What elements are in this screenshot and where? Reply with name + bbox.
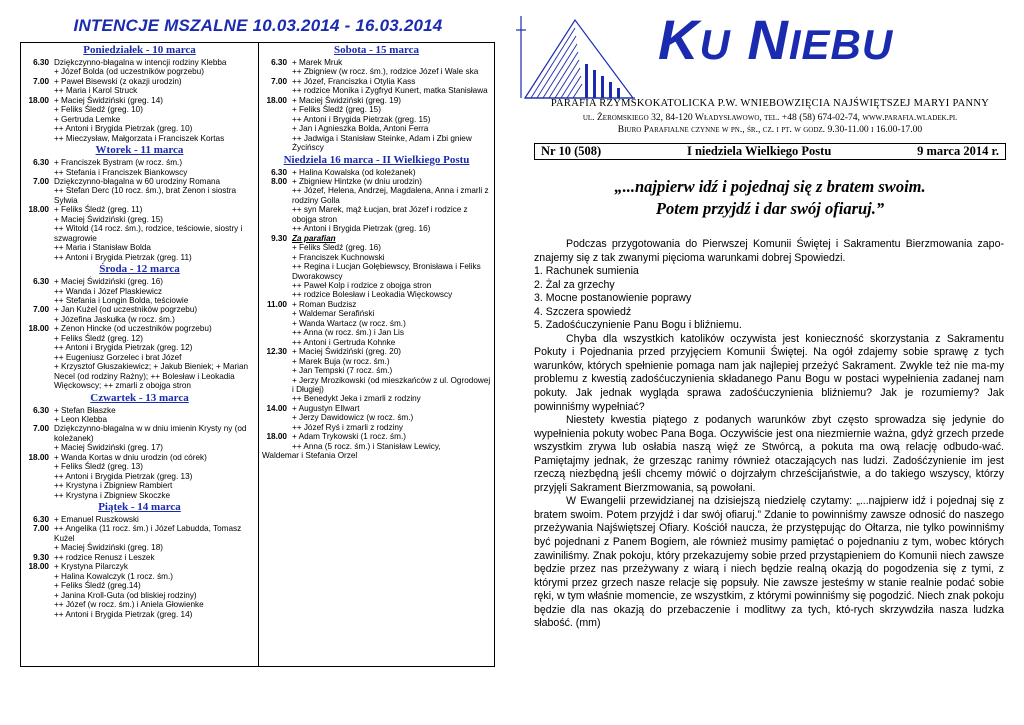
mass-time: 6.30 [271, 58, 287, 67]
intention-text: ++ Zbigniew (w rocz. śm.), rodzice Józef i Wale ska [292, 67, 479, 77]
mass-intention-entry [262, 442, 491, 451]
mass-intention-entry [24, 105, 255, 114]
mass-intention-entry [262, 115, 491, 124]
intention-text: ++ Stefan Derc (10 rocz. śm.), brat Zenon i siostra Sylwia [54, 186, 237, 205]
mass-time [262, 338, 292, 347]
mass-time: 18.00 [266, 432, 287, 442]
mass-time: 18.00 [28, 452, 49, 462]
mass-time: 7.00 [33, 176, 49, 186]
mass-intention-entry [24, 424, 255, 443]
day-heading: Niedziela 16 marca - II Wielkiego Postu [283, 153, 470, 166]
article-paragraph: W Ewangelii przewidzianej na dzisiejszą niedzielę czytamy: „...najpierw idź i pojednaj się z bratem swoim. Potem przyjdź i dar swój ofiaruj.” Zdanie to powinniśmy zawsze odnosić do naszego przeżywania Najświętszej Ofiary. Kościół naucza, że przystępując do Ołtarza, nie tylko powinniśmy być pojednani z Panem Bogiem, ale również musimy pamiętać o pojednaniu z tym, wobec których zawiniliśmy. Znak pokoju, który przekazujemy sobie przed przystąpieniem do Komunii niech zawsze będzie przez nas przeżywany z wiarą i niech będzie realną okazją do pogodzenia się z tymi, z którymi przez grzech nasze relacje się popsuły. Nie zawsze jesteśmy w stanie realnie podać sobie ręki, w tym właśnie momencie, ze wszystkim, z którymi powinniśmy się pogodzić. Niech znak pokoju będzie dla nas okazją do przebaczenie i modlitwy za tych, któ-rych skrzywdziła nasza ludzka słabość. (mm) [534, 495, 1004, 630]
mass-time [24, 105, 54, 114]
mass-intention-entry [24, 600, 255, 609]
mass-time: 6.30 [33, 58, 49, 67]
intention-text: Za parafian [292, 233, 336, 243]
intention-text: ++ Józef, Helena, Andrzej, Magdalena, Anna i zmarli z rodziny Golla [292, 186, 489, 205]
mass-time [262, 115, 292, 124]
intention-text: + Feliks Śledź (greg. 13) [54, 462, 143, 472]
mass-intention-entry [262, 432, 491, 441]
intention-text: + Emanuel Ruszkowski [54, 515, 139, 525]
mass-intention-entry [24, 158, 255, 167]
intention-text: + Jan Tempski (7 rocz. śm.) [292, 366, 393, 376]
mass-time: 7.00 [33, 424, 49, 434]
mass-time: 8.00 [271, 176, 287, 186]
mass-intention-entry [24, 124, 255, 133]
intentions-right-column [259, 43, 494, 666]
mass-intention-entry [262, 224, 491, 233]
intention-text: + Halina Kowalska (od koleżanek) [292, 167, 416, 177]
intention-text: + Maciej Świdziński (greg. 18) [54, 543, 163, 553]
mass-intention-entry [24, 353, 255, 362]
mass-intention-entry [24, 581, 255, 590]
intention-text: + Zenon Hincke (od uczestników pogrzebu) [54, 324, 212, 334]
intention-text: ++ Antoni i Brygida Pietrzak (greg. 16) [292, 224, 431, 234]
mass-time [24, 168, 54, 177]
mass-time [262, 86, 292, 95]
parish-office-hours: Biuro Parafialne czynne w pn., śr., cz. i pt. w godz. 9.30-11.00 i 16.00-17.00 [617, 124, 923, 135]
mass-intention-entry [24, 243, 255, 252]
mass-intention-entry [24, 305, 255, 314]
intention-text: + Feliks Śledź (greg. 10) [54, 105, 143, 115]
intention-text: + Jan Kużel (od uczestników pogrzebu) [54, 305, 198, 315]
mass-intention-entry [262, 451, 491, 460]
intention-text: + Maciej Świdziński (greg. 17) [54, 443, 163, 453]
mass-time [24, 581, 54, 590]
intention-text: ++ Józef, Franciszka i Otylia Kass [292, 76, 416, 86]
article-body [534, 238, 1004, 631]
church-logo-icon [515, 14, 643, 100]
intention-text: + Jerzy Dawidowicz (w rocz. śm.) [292, 413, 414, 423]
mass-time [24, 67, 54, 76]
mass-time [262, 366, 292, 375]
mass-intention-entry [24, 334, 255, 343]
mass-time: 11.00 [266, 299, 287, 309]
mass-intention-entry [262, 177, 491, 186]
mass-time [24, 481, 54, 490]
mass-time: 6.30 [33, 277, 49, 287]
intention-text: + Marek Buja (w rocz. śm.) [292, 356, 390, 366]
intention-text: + Paweł Bisewski (z okazji urodzin) [54, 76, 182, 86]
mass-intention-entry [24, 362, 255, 390]
intention-text: + Gertruda Lemke [54, 114, 121, 124]
mass-intention-entry [262, 234, 491, 243]
mass-intention-entry [24, 415, 255, 424]
gospel-quote: „...najpierw idź i pojednaj się z bratem swoim. Potem przyjdź i dar swój ofiaruj.” [614, 177, 926, 218]
mass-intention-entry [24, 86, 255, 95]
mass-time [24, 591, 54, 600]
mass-intention-entry [24, 343, 255, 352]
mass-time [262, 134, 292, 153]
intention-text: ++ Antoni i Gertruda Kohnke [292, 337, 396, 347]
mass-intention-entry [262, 253, 491, 262]
mass-time: 7.00 [271, 76, 287, 86]
intention-text: + Franciszek Kuchnowski [292, 252, 385, 262]
mass-time: 14.00 [266, 403, 287, 413]
mass-intention-entry [24, 115, 255, 124]
mass-time: 18.00 [28, 205, 49, 215]
intention-text: Waldemar i Stefania Orzel [262, 451, 358, 461]
mass-intention-entry [262, 376, 491, 395]
mass-intention-entry [24, 562, 255, 571]
intention-text: Dziękczynno-błagalna w 60 urodziny Romana [54, 176, 221, 186]
mass-intention-entry [24, 472, 255, 481]
mass-time [262, 442, 292, 451]
mass-intention-entry [24, 462, 255, 471]
mass-time [24, 215, 54, 224]
intention-text: ++ Regina i Lucjan Gołębiewscy, Bronisława i Feliks Dworakowscy [292, 262, 481, 281]
intention-text: ++ Józef Ryś i zmarli z rodziny [292, 422, 404, 432]
mass-intention-entry [24, 58, 255, 67]
newsletter-brand: KU NIEBU [658, 8, 894, 71]
intention-text: ++ Stefania i Franciszek Biankowscy [54, 167, 188, 177]
intention-text: + Janina Kroll-Guta (od bliskiej rodziny) [54, 590, 197, 600]
mass-intention-entry [262, 262, 491, 281]
mass-time [262, 413, 292, 422]
mass-time: 18.00 [28, 95, 49, 105]
mass-time: 6.30 [33, 405, 49, 415]
mass-time [262, 186, 292, 205]
intention-text: + Maciej Świdziński (greg. 20) [292, 347, 401, 357]
mass-intention-entry [24, 253, 255, 262]
intention-text: + Krzysztof Głuszakiewicz; + Jakub Bieniek; + Marian Necel (od rodziny Rażny); ++ Bolesław i Leokadia Więckowscy; ++ zmarli z obojga stron [54, 362, 249, 391]
list-item: 3. Mocne postanowienie poprawy [534, 292, 692, 305]
intention-text: + Maciej Świdziński (greg. 19) [292, 95, 401, 105]
intention-text: ++ Stefania i Longin Bolda, teściowie [54, 295, 189, 305]
mass-intention-entry [24, 177, 255, 186]
intention-text: ++ Paweł Kolp i rodzice z obojga stron [292, 280, 432, 290]
mass-time [24, 443, 54, 452]
mass-intention-entry [24, 491, 255, 500]
mass-intention-entry [24, 610, 255, 619]
mass-time [262, 224, 292, 233]
intention-text: + Roman Budzisz [292, 299, 357, 309]
intention-text: + Feliks Śledź (greg. 15) [292, 105, 381, 115]
mass-time: 18.00 [266, 95, 287, 105]
intention-text: ++ Antoni i Brygida Pietrzak (greg. 14) [54, 609, 193, 619]
intention-text: ++ Antoni i Brygida Pietrzak (greg. 13) [54, 471, 193, 481]
intention-text: ++ Jadwiga i Stanisław Steinke, Adam i Zbi gniew Życińscy [292, 133, 472, 153]
mass-intention-entry [24, 481, 255, 490]
mass-time: 12.30 [266, 347, 287, 357]
intention-text: + Maciej Świdziński (greg. 16) [54, 277, 163, 287]
intention-text: + Maciej Świdziński (greg. 14) [54, 95, 163, 105]
article-paragraph: Chyba dla wszystkich katolików oczywista jest konieczność skorzystania z Sakramentu Pokuty i Pojednania przed przyjęciem Komunii Świętej. Na ogół zdajemy sobie sprawę z tych warunków, których spełnienie pomaga nam jak najlepiej przeżyć Sakrament. Zwykle też nie ma-my problemu z kwestią zadośćuczynienia składanego Panu Bogu w postaci wypełnienia zadanej nam pokuty. Jak jednak wygląda sprawa zadośćuczynienia bliźniemu? Jak je rozumiemy? Jak powinniśmy wypełniać? [534, 332, 1004, 413]
mass-time [24, 343, 54, 352]
mass-time [262, 290, 292, 299]
mass-time: 6.30 [271, 167, 287, 177]
intention-text: ++ Angelika (11 rocz. śm.) i Józef Labudda, Tomasz Kużel [54, 524, 242, 543]
mass-time [262, 281, 292, 290]
intention-text: + Jerzy Mrozikowski (od mieszkańców z ul. Ogrodowej i Długiej) [292, 375, 491, 394]
mass-time [24, 415, 54, 424]
mass-time [262, 319, 292, 328]
mass-time [24, 610, 54, 619]
issue-number: Nr 10 (508) [541, 144, 602, 158]
article-intro: Podczas przygotowania do Pierwszej Komunii Świętej i Sakramentu Bierzmowania zapo-znajemy się z tak zwanymi pięcioma warunkami dobrej Spowiedzi. [534, 238, 1004, 264]
mass-intention-entry [262, 423, 491, 432]
mass-intention-entry [262, 413, 491, 422]
mass-intention-entry [262, 309, 491, 318]
list-item: 1. Rachunek sumienia [534, 265, 639, 278]
mass-intention-entry [24, 543, 255, 552]
mass-intention-entry [262, 404, 491, 413]
mass-intention-entry [24, 224, 255, 243]
mass-time [262, 262, 292, 281]
mass-time [24, 186, 54, 205]
intention-text: + Zbigniew Hintzke (w dniu urodzin) [292, 176, 422, 186]
article-paragraph: Niestety kwestia piątego z podanych warunków zbyt często sprowadza się jedynie do wypełnienia pokuty wobec Pana Boga. Oczywiście jest ona niezmiernie ważna, gdyż grzech przede wszystkim zrywa lub osłabia naszą więź ze Stwórcą, a pokuta ma ową relację odbudo-wać. Pamiętajmy jednak, że grzesząc ranimy również otaczających nas ludzi. Zadośćzynienie im jest rzeczą niezbędną jeśli chcemy mówić o dojrzałym chrześcijaństwie, a do takiego wszyscy, którzy przyjęli Sakrament Bierzmowania, są powołani. [534, 414, 1004, 494]
mass-time: 7.00 [33, 305, 49, 315]
mass-time [24, 243, 54, 252]
mass-time [24, 353, 54, 362]
intention-text: + Marek Mruk [292, 58, 343, 67]
intention-text: ++ Antoni i Brygida Pietrzak (greg. 10) [54, 124, 193, 134]
day-heading: Wtorek - 11 marca [95, 144, 184, 157]
mass-intention-entry [262, 394, 491, 403]
mass-time: 9.30 [33, 552, 49, 562]
mass-time: 18.00 [28, 324, 49, 334]
intention-text: ++ Krystyna i Zbigniew Rambiert [54, 481, 173, 491]
list-item: 2. Żal za grzechy [534, 278, 615, 291]
mass-time [24, 600, 54, 609]
mass-time [262, 309, 292, 318]
intention-text: ++ Antoni i Brygida Pietrzak (greg. 15) [292, 114, 431, 124]
mass-time [24, 134, 54, 143]
mass-time [24, 572, 54, 581]
parish-name: PARAFIA RZYMSKOKATOLICKA P.W. WNIEBOWZIĘCIA NAJŚWIĘTSZEJ MARYI PANNY [550, 98, 990, 109]
day-heading: Poniedziałek - 10 marca [83, 44, 196, 56]
mass-intention-entry [262, 86, 491, 95]
intention-text: + Feliks Śledź (greg. 12) [54, 333, 143, 343]
intention-text: ++ Maria i Karol Struck [54, 86, 138, 96]
intention-text: ++ Antoni i Brygida Pietrzak (greg. 11) [54, 252, 192, 262]
mass-time: 6.30 [33, 158, 49, 168]
mass-intention-entry [24, 96, 255, 105]
conditions-list [534, 265, 1004, 333]
intention-text: + Franciszek Bystram (w rocz. śm.) [54, 158, 183, 168]
intention-text: + Krystyna Pilarczyk [54, 562, 128, 572]
mass-time [262, 67, 292, 76]
mass-time [24, 115, 54, 124]
mass-intention-entry [24, 287, 255, 296]
day-heading: Czwartek - 13 marca [90, 391, 189, 404]
mass-intention-entry [24, 67, 255, 76]
mass-intention-entry [262, 168, 491, 177]
intention-text: ++ Krystyna i Zbigniew Skoczke [54, 490, 171, 500]
mass-intention-entry [262, 366, 491, 375]
intention-text: ++ Antoni i Brygida Pietrzak (greg. 12) [54, 343, 193, 353]
mass-time [262, 253, 292, 262]
mass-intention-entry [262, 281, 491, 290]
mass-intention-entry [262, 328, 491, 337]
mass-time [262, 394, 292, 403]
intention-text: ++ rodzice Renusz i Leszek [54, 552, 155, 562]
mass-intention-entry [262, 290, 491, 299]
mass-time [262, 124, 292, 133]
intention-text: ++ Maria i Stanisław Bolda [54, 243, 151, 253]
intention-text: + Feliks Śledź (greg.14) [54, 581, 141, 591]
intention-text: ++ Anna (5 rocz. śm.) i Stanisław Lewicy, [292, 441, 441, 451]
mass-time [24, 224, 54, 243]
mass-intention-entry [24, 186, 255, 205]
mass-intention-entry [24, 215, 255, 224]
mass-time [262, 328, 292, 337]
mass-intention-entry [24, 324, 255, 333]
intention-text: ++ Józef (w rocz. śm.) i Aniela Głowienke [54, 600, 204, 610]
mass-time [262, 243, 292, 252]
intention-text: ++ Wanda i Józef Plaskiewicz [54, 286, 163, 296]
intention-text: + Stefan Błaszke [54, 405, 116, 415]
mass-time: 7.00 [33, 76, 49, 86]
mass-intention-entry [24, 205, 255, 214]
mass-time: 9.30 [271, 233, 287, 243]
mass-intention-entry [262, 186, 491, 205]
mass-time [24, 362, 54, 390]
intention-text: + Józefina Jaskułka (w rocz. śm.) [54, 314, 175, 324]
mass-time [24, 543, 54, 552]
mass-intention-entry [24, 443, 255, 452]
day-heading: Sobota - 15 marca [333, 44, 420, 56]
mass-time [262, 205, 292, 224]
issue-bar [534, 143, 1006, 160]
mass-intention-entry [24, 572, 255, 581]
mass-intention-entry [24, 406, 255, 415]
issue-sunday: I niedziela Wielkiego Postu [686, 144, 832, 158]
mass-intention-entry [262, 105, 491, 114]
mass-intentions-box [20, 42, 495, 667]
mass-time [24, 124, 54, 133]
intention-text: ++ syn Marek, mąż Łucjan, brat Józef i rodzice z obojga stron [292, 205, 468, 224]
mass-intention-entry [24, 591, 255, 600]
mass-time [24, 462, 54, 471]
list-item: 4. Szczera spowiedź [534, 305, 632, 318]
intention-text: ++ Benedykt Jeka i zmarli z rodziny [292, 394, 421, 404]
mass-time [262, 423, 292, 432]
mass-intention-entry [24, 168, 255, 177]
mass-intention-entry [262, 347, 491, 356]
mass-time: 7.00 [33, 524, 49, 534]
list-item: 5. Zadośćuczynienie Panu Bogu i bliźniemu. [534, 319, 742, 332]
mass-intention-entry [262, 77, 491, 86]
mass-time [24, 253, 54, 262]
mass-intention-entry [262, 67, 491, 76]
mass-intention-entry [24, 77, 255, 86]
mass-intention-entry [262, 319, 491, 328]
mass-intention-entry [262, 300, 491, 309]
intention-text: + Feliks Śledź (greg. 11) [54, 205, 143, 215]
intention-text: Dziękczynno-błagalna w intencji rodziny Klebba [54, 58, 227, 67]
mass-intention-entry [24, 553, 255, 562]
mass-intentions-title: INTENCJE MSZALNE 10.03.2014 - 16.03.2014 [73, 16, 443, 35]
mass-intention-entry [24, 524, 255, 543]
mass-intention-entry [262, 58, 491, 67]
mass-intention-entry [24, 134, 255, 143]
intention-text: + Adam Trykowski (1 rocz. śm.) [292, 432, 406, 442]
mass-time [262, 376, 292, 395]
intention-text: ++ Mieczysław, Małgorzata i Franciszek Kortas [54, 133, 225, 143]
mass-time: 6.30 [33, 515, 49, 525]
mass-time [24, 315, 54, 324]
mass-time: 18.00 [28, 562, 49, 572]
intention-text: + Wanda Wartacz (w rocz. śm.) [292, 318, 406, 328]
intentions-left-column [21, 43, 259, 666]
mass-time [24, 472, 54, 481]
mass-intention-entry [262, 205, 491, 224]
intention-text: ++ Anna (w rocz. śm.) i Jan Lis [292, 328, 404, 338]
intention-text: + Leon Klebba [54, 414, 108, 424]
intention-text: + Halina Kowalczyk (1 rocz. śm.) [54, 571, 173, 581]
intention-text: Dziękczynno-błagalna w w dniu imienin Krysty ny (od koleżanek) [54, 424, 247, 443]
parish-address: ul. Żeromskiego 32, 84-120 Władysławowo, tel. +48 (58) 674-02-74, www.parafia.wladek.pl [582, 112, 958, 123]
mass-intention-entry [262, 96, 491, 105]
intention-text: + Jan i Agnieszka Bolda, Antoni Ferra [292, 124, 429, 134]
intention-text: + Józef Bolda (od uczestników pogrzebu) [54, 67, 204, 77]
mass-time [24, 287, 54, 296]
mass-intention-entry [24, 277, 255, 286]
mass-time [262, 105, 292, 114]
mass-time [24, 296, 54, 305]
day-heading: Środa - 12 marca [99, 263, 180, 276]
intention-text: ++ Eugeniusz Gorzelec i brat Józef [54, 352, 182, 362]
mass-intention-entry [24, 453, 255, 462]
intention-text: + Waldemar Serafiński [292, 309, 375, 319]
intention-text: ++ rodzice Bolesław i Leokadia Więckowscy [292, 290, 453, 300]
intention-text: + Augustyn Ellwart [292, 403, 360, 413]
mass-intention-entry [262, 338, 491, 347]
mass-intention-entry [262, 357, 491, 366]
mass-time [24, 86, 54, 95]
intention-text: ++ Witold (14 rocz. śm.), rodzice, teściowie, siostry i szwagrowie [54, 224, 243, 243]
intention-text: + Feliks Śledź (greg. 16) [292, 243, 381, 253]
mass-intention-entry [262, 134, 491, 153]
mass-time [24, 491, 54, 500]
issue-date: 9 marca 2014 r. [917, 144, 999, 158]
day-heading: Piątek - 14 marca [98, 501, 181, 514]
intention-text: ++ rodzice Monika i Zygfryd Kunert, matka Stanisława [292, 86, 488, 96]
mass-intention-entry [262, 243, 491, 252]
mass-intention-entry [24, 315, 255, 324]
mass-time [262, 357, 292, 366]
mass-intention-entry [262, 124, 491, 133]
mass-intention-entry [24, 296, 255, 305]
intention-text: + Maciej Świdziński (greg. 15) [54, 214, 163, 224]
mass-intention-entry [24, 515, 255, 524]
mass-time [24, 334, 54, 343]
intention-text: + Wanda Kortas w dniu urodzin (od córek) [54, 452, 207, 462]
